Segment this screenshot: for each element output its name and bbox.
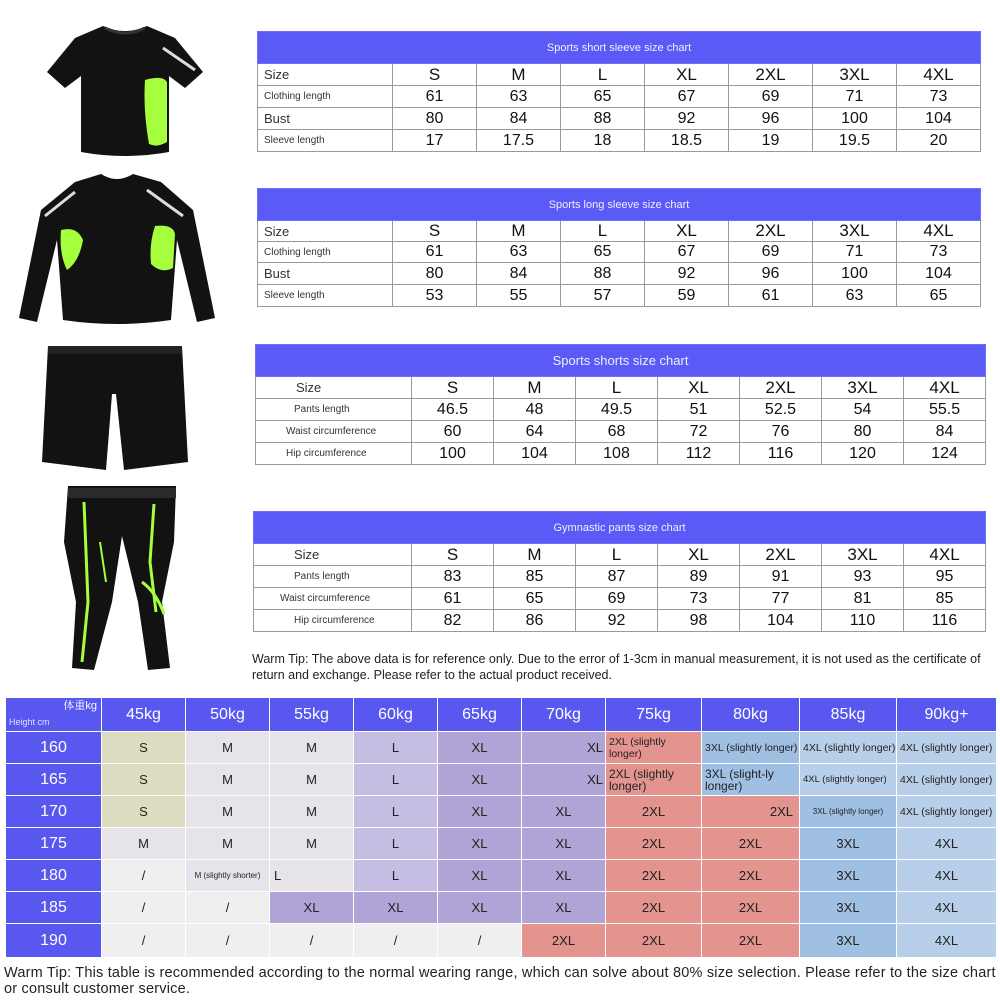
size-recommendation: L xyxy=(354,732,438,764)
size-recommendation: 3XL (slightly longer) xyxy=(702,732,800,764)
size-recommendation: / xyxy=(102,924,186,958)
long-sleeve-size-chart xyxy=(257,188,981,307)
size-recommendation: M xyxy=(186,732,270,764)
row-label: Pants length xyxy=(254,566,412,588)
size-cell: 3XL xyxy=(813,221,897,242)
size-cell: 3XL xyxy=(813,64,897,86)
row-label: Waist circumference xyxy=(254,588,412,610)
weight-axis-label: 体重kg xyxy=(63,700,97,712)
size-recommendation: 2XL xyxy=(522,924,606,958)
row-label: Sleeve length xyxy=(258,130,393,152)
weight-header: 55kg xyxy=(270,698,354,732)
size-cell: 4XL xyxy=(897,64,981,86)
size-recommendation: XL xyxy=(522,860,606,892)
row-label: Size xyxy=(254,544,412,566)
size-recommendation: 2XL (slightly longer) xyxy=(606,764,702,796)
value-cell: 96 xyxy=(729,263,813,285)
value-cell: 80 xyxy=(822,421,904,443)
value-cell: 92 xyxy=(576,610,658,632)
size-recommendation: L xyxy=(270,860,354,892)
value-cell: 46.5 xyxy=(412,399,494,421)
size-recommendation: 2XL xyxy=(606,828,702,860)
size-cell: 3XL xyxy=(822,544,904,566)
value-cell: 81 xyxy=(822,588,904,610)
gymnastic-pants-size-chart xyxy=(253,511,986,632)
size-recommendation: 4XL (slightly longer) xyxy=(897,764,997,796)
value-cell: 61 xyxy=(393,242,477,263)
row-label: Hip circumference xyxy=(254,610,412,632)
short-sleeve-shirt-image xyxy=(45,20,205,160)
value-cell: 104 xyxy=(494,443,576,465)
shorts-size-chart xyxy=(255,344,986,465)
value-cell: 52.5 xyxy=(740,399,822,421)
size-recommendation: 2XL xyxy=(702,924,800,958)
size-recommendation: XL xyxy=(522,764,606,796)
value-cell: 98 xyxy=(658,610,740,632)
value-cell: 17.5 xyxy=(477,130,561,152)
row-label: Waist circumference xyxy=(256,421,412,443)
size-cell: S xyxy=(393,64,477,86)
size-recommendation: M (slightly shorter) xyxy=(186,860,270,892)
size-recommendation: M xyxy=(270,764,354,796)
size-cell: L xyxy=(576,544,658,566)
size-cell: XL xyxy=(645,221,729,242)
row-label: Bust xyxy=(258,108,393,130)
row-label: Clothing length xyxy=(258,86,393,108)
size-recommendation: / xyxy=(270,924,354,958)
value-cell: 67 xyxy=(645,86,729,108)
size-cell: 4XL xyxy=(904,377,986,399)
size-recommendation: 4XL xyxy=(897,892,997,924)
weight-header: 65kg xyxy=(438,698,522,732)
size-cell: XL xyxy=(658,544,740,566)
value-cell: 104 xyxy=(740,610,822,632)
value-cell: 73 xyxy=(897,242,981,263)
value-cell: 63 xyxy=(813,285,897,307)
value-cell: 96 xyxy=(729,108,813,130)
value-cell: 20 xyxy=(897,130,981,152)
value-cell: 93 xyxy=(822,566,904,588)
size-recommendation: M xyxy=(270,732,354,764)
weight-header: 75kg xyxy=(606,698,702,732)
value-cell: 71 xyxy=(813,86,897,108)
weight-header: 90kg+ xyxy=(897,698,997,732)
size-recommendation: 4XL xyxy=(897,924,997,958)
value-cell: 61 xyxy=(412,588,494,610)
warm-tip-measurement: Warm Tip: The above data is for reference only. Due to the error of 1-3cm in manual measurement, it is not used as the certificate of return and exchange. Please refer to the actual product received. xyxy=(252,652,981,682)
size-recommendation: / xyxy=(186,924,270,958)
size-cell: L xyxy=(561,64,645,86)
value-cell: 51 xyxy=(658,399,740,421)
size-cell: 4XL xyxy=(897,221,981,242)
size-cell: M xyxy=(477,221,561,242)
weight-header: 85kg xyxy=(800,698,897,732)
value-cell: 55.5 xyxy=(904,399,986,421)
weight-header: 70kg xyxy=(522,698,606,732)
size-recommendation: 3XL xyxy=(800,924,897,958)
size-cell: M xyxy=(477,64,561,86)
size-recommendation: 2XL xyxy=(606,860,702,892)
size-recommendation: / xyxy=(102,860,186,892)
value-cell: 100 xyxy=(813,263,897,285)
value-cell: 65 xyxy=(897,285,981,307)
height-header: 170 xyxy=(6,796,102,828)
size-recommendation: XL xyxy=(522,732,606,764)
size-recommendation: M xyxy=(270,796,354,828)
size-recommendation: / xyxy=(438,924,522,958)
size-cell: 2XL xyxy=(729,64,813,86)
value-cell: 17 xyxy=(393,130,477,152)
corner-header xyxy=(6,698,102,732)
size-recommendation: M xyxy=(270,828,354,860)
value-cell: 63 xyxy=(477,242,561,263)
size-recommendation: 3XL xyxy=(800,892,897,924)
value-cell: 48 xyxy=(494,399,576,421)
value-cell: 116 xyxy=(904,610,986,632)
size-recommendation: 4XL xyxy=(897,828,997,860)
size-recommendation: 4XL (slightly longer) xyxy=(897,732,997,764)
row-label: Size xyxy=(256,377,412,399)
value-cell: 83 xyxy=(412,566,494,588)
value-cell: 120 xyxy=(822,443,904,465)
size-recommendation: 3XL (slight-ly longer) xyxy=(702,764,800,796)
value-cell: 88 xyxy=(561,263,645,285)
size-recommendation: L xyxy=(354,860,438,892)
height-header: 190 xyxy=(6,924,102,958)
value-cell: 53 xyxy=(393,285,477,307)
size-cell: 3XL xyxy=(822,377,904,399)
value-cell: 57 xyxy=(561,285,645,307)
size-cell: 2XL xyxy=(740,377,822,399)
value-cell: 84 xyxy=(477,263,561,285)
value-cell: 108 xyxy=(576,443,658,465)
value-cell: 64 xyxy=(494,421,576,443)
value-cell: 67 xyxy=(645,242,729,263)
size-cell: L xyxy=(576,377,658,399)
size-recommendation: 2XL xyxy=(702,860,800,892)
size-recommendation: / xyxy=(186,892,270,924)
size-recommendation: XL xyxy=(522,796,606,828)
chart-title: Gymnastic pants size chart xyxy=(254,512,986,544)
size-recommendation: S xyxy=(102,764,186,796)
value-cell: 69 xyxy=(729,86,813,108)
chart-title: Sports shorts size chart xyxy=(256,345,986,377)
gymnastic-pants-image xyxy=(58,482,183,674)
size-recommendation: 2XL xyxy=(606,796,702,828)
value-cell: 73 xyxy=(658,588,740,610)
size-recommendation: 4XL (slightly longer) xyxy=(897,796,997,828)
size-cell: M xyxy=(494,544,576,566)
size-recommendation: XL xyxy=(438,732,522,764)
long-sleeve-shirt-image xyxy=(15,170,220,328)
value-cell: 87 xyxy=(576,566,658,588)
size-recommendation: 3XL xyxy=(800,828,897,860)
value-cell: 85 xyxy=(494,566,576,588)
size-cell: 4XL xyxy=(904,544,986,566)
size-recommendation: XL xyxy=(354,892,438,924)
size-cell: M xyxy=(494,377,576,399)
size-recommendation: L xyxy=(354,828,438,860)
value-cell: 104 xyxy=(897,108,981,130)
value-cell: 100 xyxy=(412,443,494,465)
value-cell: 112 xyxy=(658,443,740,465)
size-recommendation: M xyxy=(102,828,186,860)
size-recommendation: / xyxy=(354,924,438,958)
height-header: 165 xyxy=(6,764,102,796)
height-header: 175 xyxy=(6,828,102,860)
size-recommendation: XL xyxy=(522,828,606,860)
size-recommendation: 4XL xyxy=(897,860,997,892)
value-cell: 54 xyxy=(822,399,904,421)
chart-title: Sports long sleeve size chart xyxy=(258,189,981,221)
size-recommendation: M xyxy=(186,764,270,796)
value-cell: 18 xyxy=(561,130,645,152)
weight-header: 50kg xyxy=(186,698,270,732)
value-cell: 92 xyxy=(645,263,729,285)
value-cell: 19.5 xyxy=(813,130,897,152)
size-recommendation: 2XL xyxy=(606,892,702,924)
size-cell: S xyxy=(393,221,477,242)
value-cell: 73 xyxy=(897,86,981,108)
value-cell: 91 xyxy=(740,566,822,588)
value-cell: 63 xyxy=(477,86,561,108)
value-cell: 69 xyxy=(729,242,813,263)
size-recommendation: 2XL xyxy=(702,796,800,828)
shorts-image xyxy=(40,340,190,475)
row-label: Clothing length xyxy=(258,242,393,263)
value-cell: 65 xyxy=(494,588,576,610)
value-cell: 69 xyxy=(576,588,658,610)
size-recommendation: 2XL xyxy=(702,892,800,924)
height-weight-recommendation-table xyxy=(5,697,997,958)
value-cell: 77 xyxy=(740,588,822,610)
size-recommendation: S xyxy=(102,732,186,764)
warm-tip-recommendation: Warm Tip: This table is recommended according to the normal wearing range, which can solve about 80% size selection. Please refer to the size chart or consult customer service. xyxy=(4,965,996,997)
value-cell: 86 xyxy=(494,610,576,632)
size-cell: XL xyxy=(658,377,740,399)
size-recommendation: 4XL (slightly longer) xyxy=(800,764,897,796)
value-cell: 65 xyxy=(561,86,645,108)
size-recommendation: XL xyxy=(438,828,522,860)
height-header: 185 xyxy=(6,892,102,924)
chart-title: Sports short sleeve size chart xyxy=(258,32,981,64)
value-cell: 88 xyxy=(561,108,645,130)
row-label: Pants length xyxy=(256,399,412,421)
size-recommendation: XL xyxy=(438,764,522,796)
weight-header: 45kg xyxy=(102,698,186,732)
row-label: Size xyxy=(258,221,393,242)
value-cell: 19 xyxy=(729,130,813,152)
row-label: Bust xyxy=(258,263,393,285)
value-cell: 84 xyxy=(904,421,986,443)
value-cell: 61 xyxy=(729,285,813,307)
value-cell: 65 xyxy=(561,242,645,263)
value-cell: 59 xyxy=(645,285,729,307)
value-cell: 61 xyxy=(393,86,477,108)
size-recommendation: XL xyxy=(438,860,522,892)
value-cell: 110 xyxy=(822,610,904,632)
size-recommendation: XL xyxy=(438,796,522,828)
size-recommendation: 4XL (slightly longer) xyxy=(800,732,897,764)
size-cell: S xyxy=(412,377,494,399)
value-cell: 76 xyxy=(740,421,822,443)
size-recommendation: 3XL (slightly longer) xyxy=(800,796,897,828)
size-recommendation: M xyxy=(186,828,270,860)
value-cell: 92 xyxy=(645,108,729,130)
row-label: Size xyxy=(258,64,393,86)
size-recommendation: L xyxy=(354,764,438,796)
size-recommendation: S xyxy=(102,796,186,828)
size-recommendation: 2XL xyxy=(606,924,702,958)
size-recommendation: 2XL xyxy=(702,828,800,860)
value-cell: 124 xyxy=(904,443,986,465)
size-cell: S xyxy=(412,544,494,566)
size-recommendation: XL xyxy=(270,892,354,924)
value-cell: 72 xyxy=(658,421,740,443)
weight-header: 60kg xyxy=(354,698,438,732)
value-cell: 85 xyxy=(904,588,986,610)
size-recommendation: 2XL (slightly longer) xyxy=(606,732,702,764)
value-cell: 95 xyxy=(904,566,986,588)
row-label: Hip circumference xyxy=(256,443,412,465)
height-header: 160 xyxy=(6,732,102,764)
value-cell: 55 xyxy=(477,285,561,307)
size-recommendation: XL xyxy=(522,892,606,924)
size-recommendation: L xyxy=(354,796,438,828)
size-recommendation: M xyxy=(186,796,270,828)
short-sleeve-size-chart xyxy=(257,31,981,152)
weight-header: 80kg xyxy=(702,698,800,732)
size-recommendation: XL xyxy=(438,892,522,924)
value-cell: 100 xyxy=(813,108,897,130)
value-cell: 89 xyxy=(658,566,740,588)
value-cell: 116 xyxy=(740,443,822,465)
value-cell: 84 xyxy=(477,108,561,130)
value-cell: 80 xyxy=(393,263,477,285)
value-cell: 71 xyxy=(813,242,897,263)
value-cell: 82 xyxy=(412,610,494,632)
value-cell: 104 xyxy=(897,263,981,285)
value-cell: 49.5 xyxy=(576,399,658,421)
height-header: 180 xyxy=(6,860,102,892)
size-cell: 2XL xyxy=(740,544,822,566)
value-cell: 18.5 xyxy=(645,130,729,152)
size-cell: 2XL xyxy=(729,221,813,242)
size-recommendation: / xyxy=(102,892,186,924)
value-cell: 68 xyxy=(576,421,658,443)
row-label: Sleeve length xyxy=(258,285,393,307)
value-cell: 80 xyxy=(393,108,477,130)
size-cell: L xyxy=(561,221,645,242)
size-recommendation: 3XL xyxy=(800,860,897,892)
height-axis-label: Height cm xyxy=(9,717,50,727)
value-cell: 60 xyxy=(412,421,494,443)
size-cell: XL xyxy=(645,64,729,86)
